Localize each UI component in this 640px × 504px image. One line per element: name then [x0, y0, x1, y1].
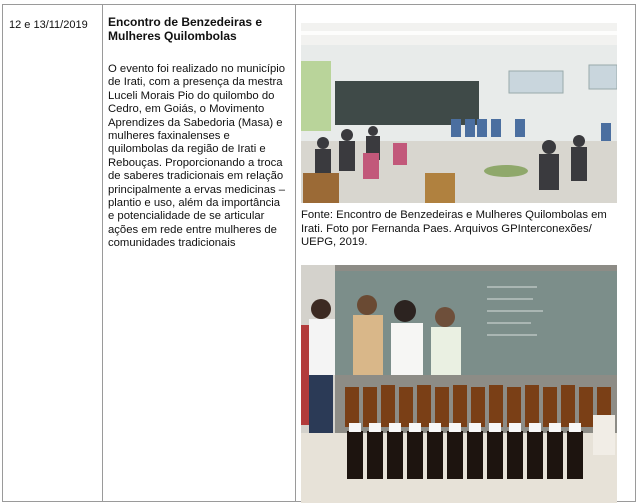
date-cell	[3, 5, 103, 501]
bottles-photo	[301, 265, 617, 503]
description-cell	[103, 5, 296, 501]
event-description: O evento foi realizado no município de Irati, com a presença da mestra Luceli Morais Pio do quilombo do Cedro, em Goiás, o Movimento Aprendizes da Sabedoria (Masa) e mulheres faxinalenses e quilombolas da região de Irati e Rebouças. Proporcionando a troca de saberes tradicionais em relação principalmente a ervas medicinas – plantio e uso, além da importância e potencialidade de se articular ações em rede entre mulheres de comunidades tradicionais	[108, 63, 286, 250]
meeting-photo	[301, 23, 617, 203]
event-table	[2, 4, 636, 502]
event-title: Encontro de Benzedeiras e Mulheres Quilombolas	[108, 15, 263, 43]
photo-caption: Fonte: Encontro de Benzedeiras e Mulheres Quilombolas em Irati. Foto por Fernanda Paes. Arquivos GPInterconexões/ UEPG, 2019.	[301, 209, 607, 248]
event-date: 12 e 13/11/2019	[9, 19, 88, 31]
media-cell	[296, 5, 635, 501]
